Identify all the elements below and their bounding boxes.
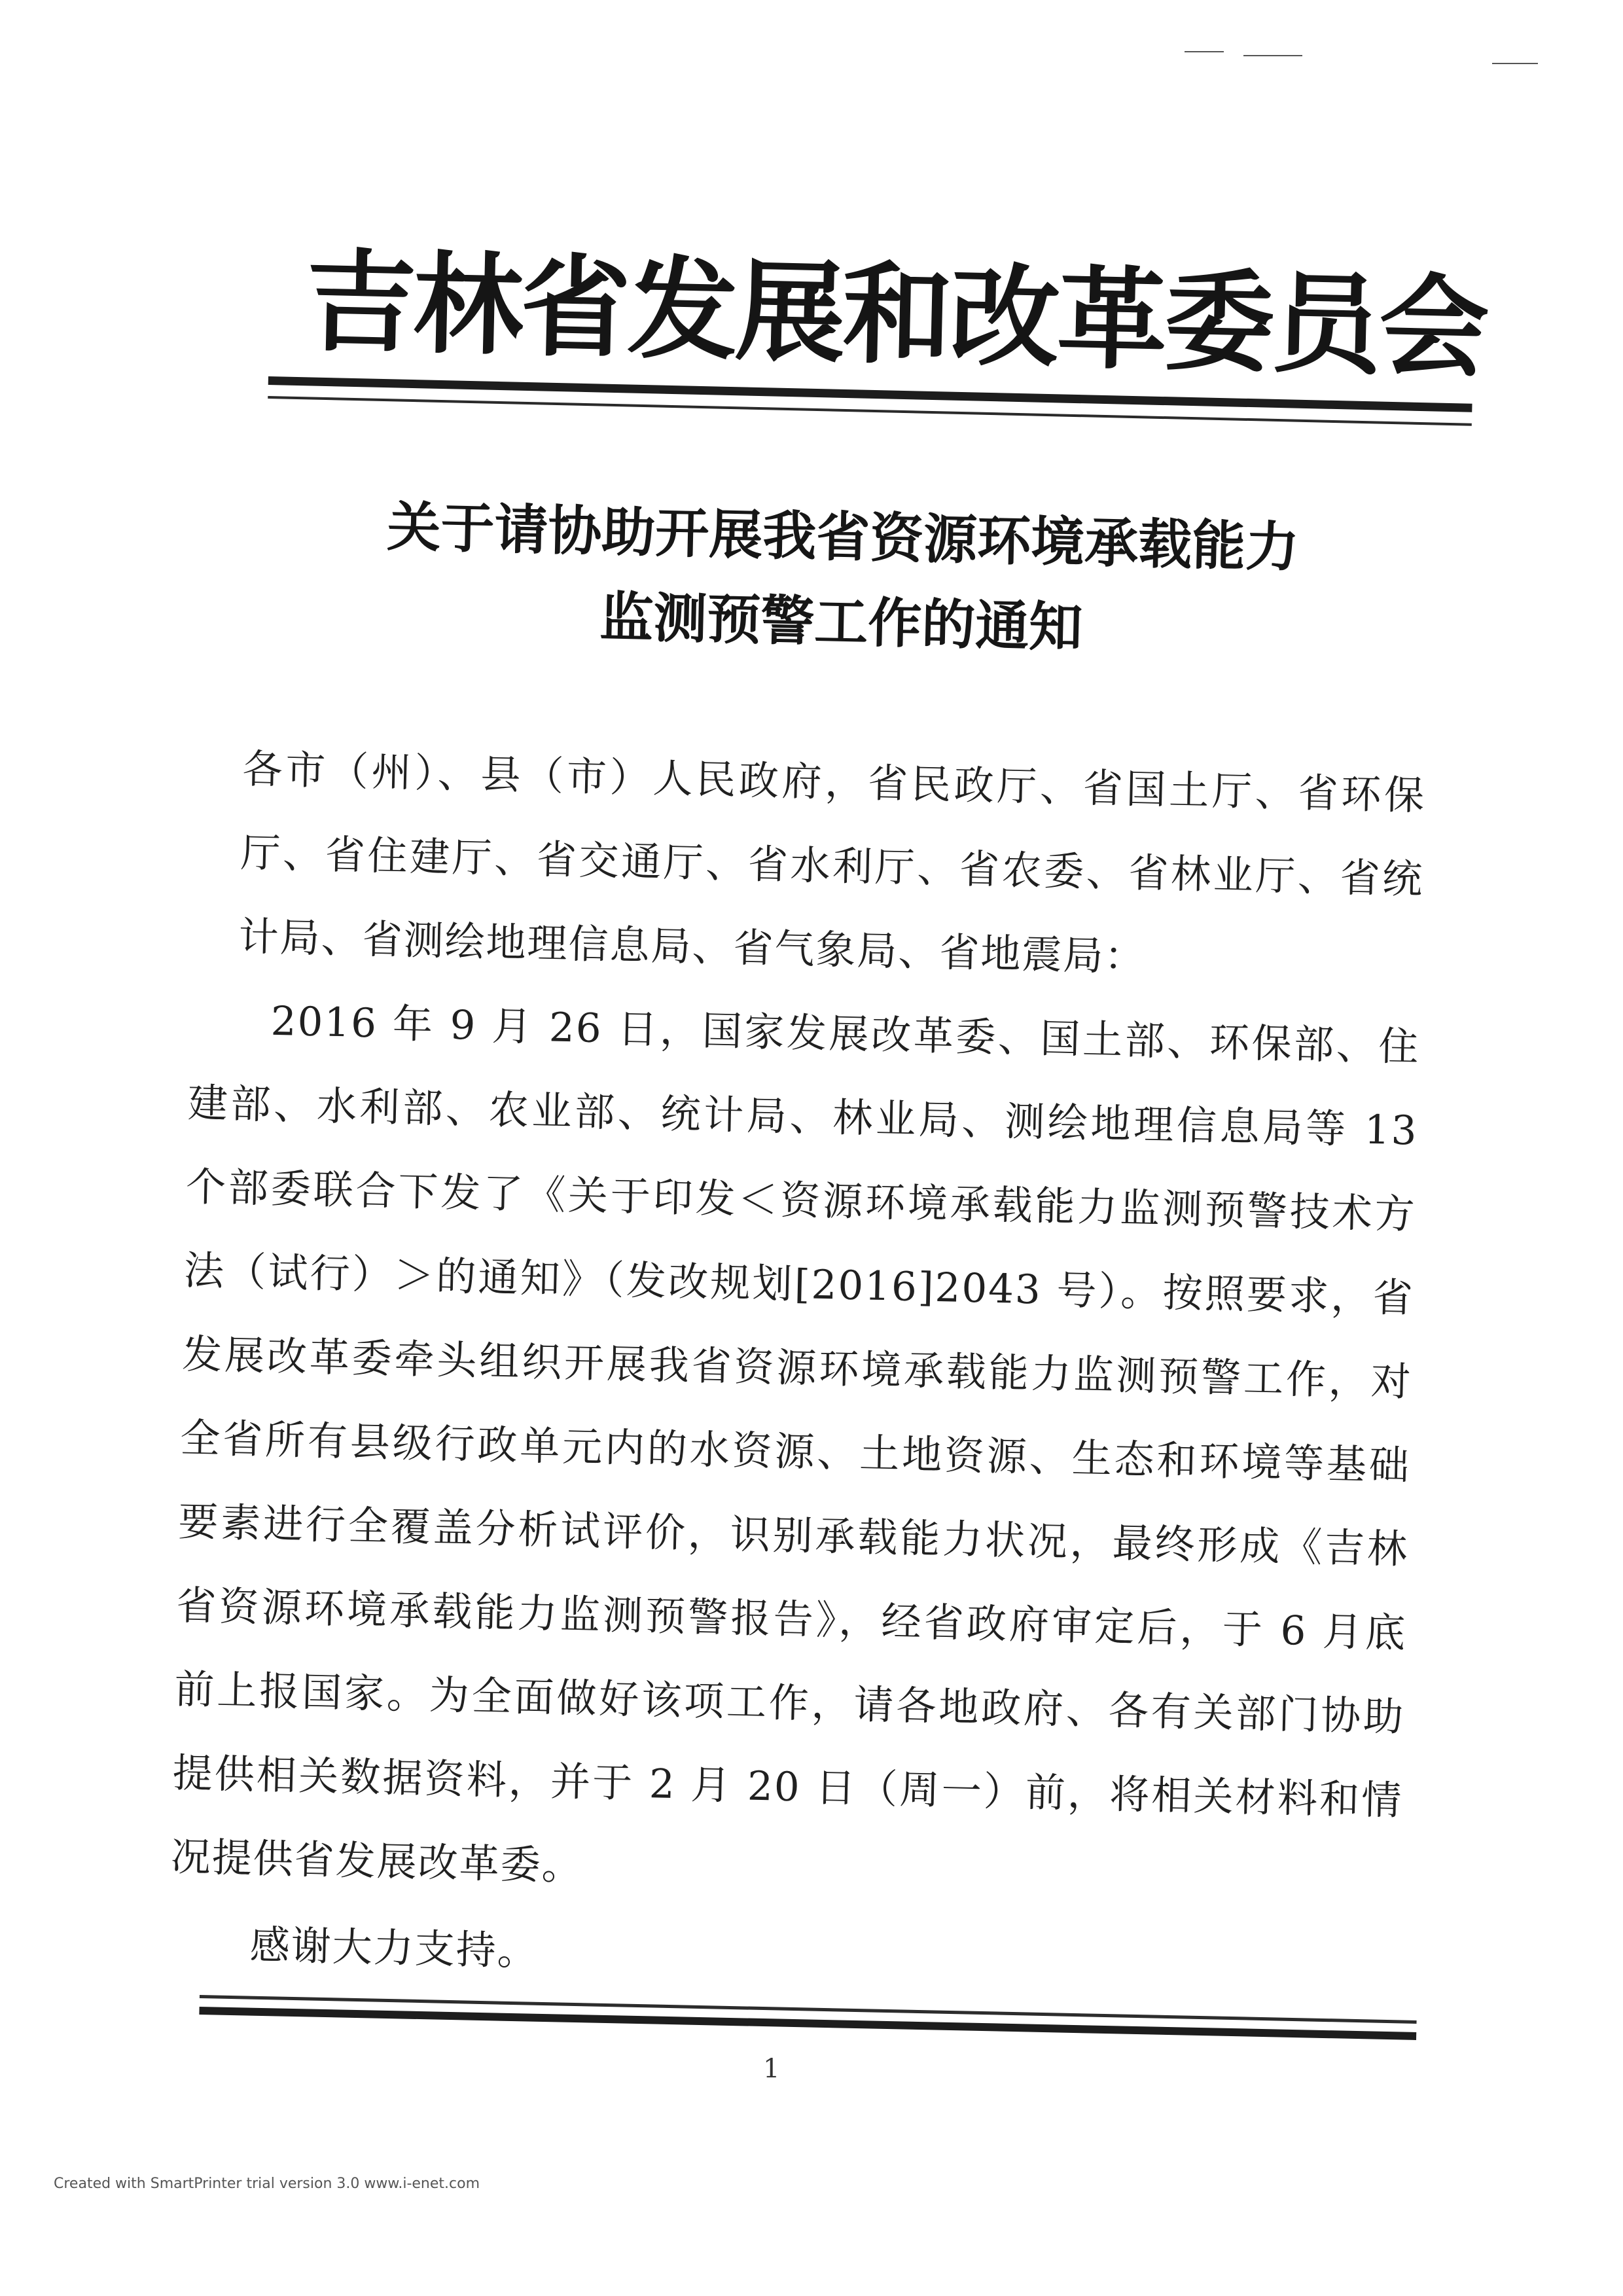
scan-speck: [1185, 51, 1224, 52]
footer-thick-line: [199, 2007, 1416, 2040]
letterhead-separator: [266, 376, 1472, 482]
document-title: [349, 484, 1335, 677]
addressee-list: 各市（州）、县（市）人民政府，省民政厅、省国土厅、省环保厅、省住建厅、省交通厅、省水利厅、省农委、省林业厅、省统计局、省测绘地理信息局、省气象局、省地震局：: [238, 745, 1426, 980]
scan-speck: [1492, 63, 1538, 64]
body-paragraph: 2016 年 9 月 26 日，国家发展改革委、国土部、环保部、住建部、水利部、农业部、统计局、林业局、测绘地理信息局等 13 个部委联合下发了《关于印发＜资源环境承载能力监测预警技术方法（试行）＞的通知》（发改规划[2016]2043 号）。按照要求，省发展改革委牵头组织开展我省资源环境承载能力监测预警工作，对全省所有县级行政单元内的水资源、土地资源、生态和环境等基础要素进行全覆盖分析试评价，识别承载能力状况，最终形成《吉林省资源环境承载能力监测预警报告》，经省政府审定后，于 6 月底前上报国家。为全面做好该项工作，请各地政府、各有关部门协助提供相关数据资料，并于 2 月 20 日（周一）前，将相关材料和情况提供省发展改革委。: [170, 997, 1421, 1890]
title-line-1: 关于请协助开展我省资源环境承载能力: [386, 496, 1300, 579]
document-body: [168, 726, 1426, 2013]
closing-line: 感谢大力支持。: [249, 1922, 539, 1975]
printer-watermark: Created with SmartPrinter trial version 3.0 www.i-enet.com: [54, 2176, 480, 2192]
letterhead-organization: 吉林省发展和改革委员会: [304, 236, 1488, 393]
scan-speck: [1243, 55, 1302, 56]
page-number: 1: [763, 2054, 780, 2084]
title-line-2: 监测预警工作的通知: [599, 586, 1084, 660]
